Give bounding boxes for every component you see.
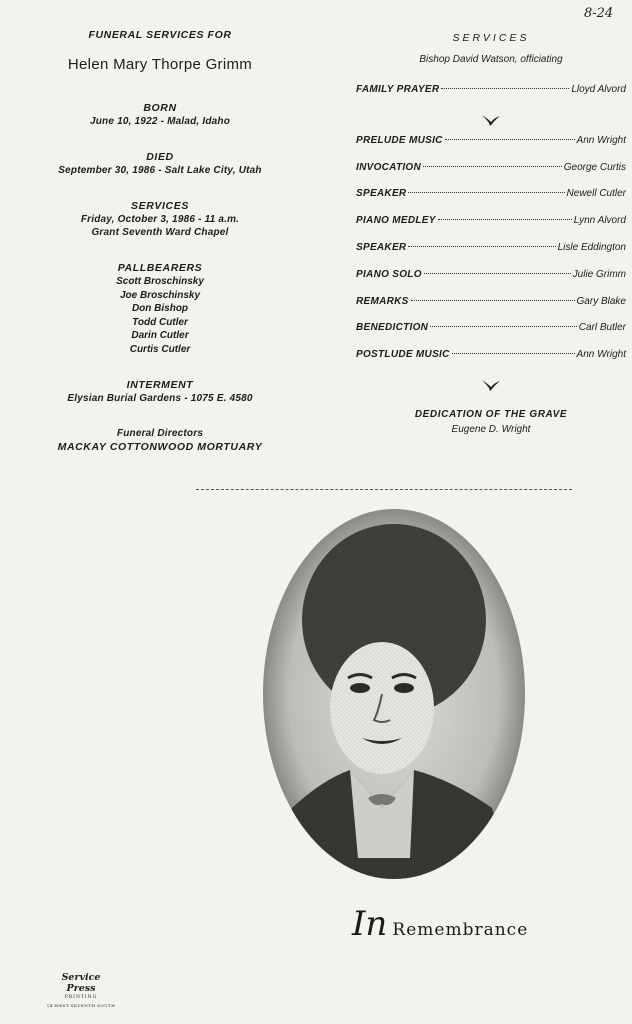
in-remembrance-script [352,904,528,944]
pallbearer: Don Bishop [131,303,189,314]
officiant: Bishop David Watson, officiating [419,54,563,65]
program-role: PIANO MEDLEY [356,215,436,227]
order-of-service-title: SERVICES [452,32,530,44]
dedication-block [356,409,626,435]
program-person: George Curtis [563,161,626,173]
pallbearer: Curtis Cutler [129,343,191,355]
services-location: Grant Seventh Ward Chapel [91,227,229,238]
pallbearer: Todd Cutler [132,316,188,328]
deceased-name: Helen Mary Thorpe Grimm [67,56,253,73]
program-role: FAMILY PRAYER [356,84,440,95]
swallow-ornament-icon [356,110,626,134]
pallbearer: Joe Broschinsky [119,289,201,301]
directors-block [20,427,300,454]
program-person: Carl Butler [578,322,626,334]
portrait-image [262,508,526,880]
obituary-column [20,28,300,454]
program-item [356,214,626,241]
interment-label: INTERMENT [126,379,194,391]
program-item [356,295,626,322]
died-label: DIED [146,151,174,163]
remembrance-word: Remembrance [392,920,529,940]
born-text: June 10, 1922 - Malad, Idaho [89,116,231,127]
dedication-title: DEDICATION OF THE GRAVE [414,408,568,420]
printer-name: Service Press [61,972,101,994]
program-role: PIANO SOLO [356,268,422,280]
program-role: PRELUDE MUSIC [356,134,443,146]
printer-logo [46,972,116,1008]
program-person: Lynn Alvord [573,215,626,227]
program-item [356,348,626,375]
leader-dots [441,88,569,89]
program-person: Lisle Eddington [557,241,626,253]
order-of-service [356,32,626,435]
died-text: September 30, 1986 - Salt Lake City, Utah [58,165,262,176]
program-person: Lloyd Alvord [571,84,626,95]
directors-label: Funeral Directors [116,428,204,439]
leader-dots [408,246,555,247]
leader-dots [452,353,575,354]
fold-line [196,489,572,490]
born-label: BORN [143,102,177,114]
services-block [20,199,300,239]
directors-name: MACKAY COTTONWOOD MORTUARY [57,441,263,453]
program-role: POSTLUDE MUSIC [356,349,450,361]
pallbearers-block [20,261,300,356]
interment-block [20,378,300,405]
leader-dots [438,219,572,220]
leader-dots [423,166,562,167]
program-person: Julie Grimm [572,268,626,280]
interment-text: Elysian Burial Gardens - 1075 E. 4580 [67,393,253,404]
program-item [356,187,626,214]
program-person: Newell Cutler [566,188,626,200]
swallow-ornament-icon [356,375,626,399]
printer-address: 14 WEST SEVENTH SOUTH [46,1003,116,1008]
program-person: Ann Wright [576,349,626,361]
program-item [356,161,626,188]
pallbearers-label: PALLBEARERS [117,262,203,274]
program-item [356,321,626,348]
program-role: SPEAKER [356,241,407,253]
born-block [20,101,300,128]
program-person: Ann Wright [576,134,626,146]
services-label: SERVICES [131,200,189,212]
corner-handwritten-note: 8-24 [584,6,614,21]
pallbearers-list [20,275,300,356]
program-list [356,83,626,399]
program-role: INVOCATION [356,161,422,173]
leader-dots [411,300,575,301]
program-role: SPEAKER [356,188,407,200]
pallbearer: Scott Broschinsky [116,276,204,287]
leader-dots [430,326,577,327]
printer-sub: PRINTING [64,995,98,1000]
program-item [356,268,626,295]
services-date: Friday, October 3, 1986 - 11 a.m. [80,214,240,225]
died-block [20,150,300,177]
leader-dots [445,139,575,140]
program-role: BENEDICTION [356,322,429,334]
program-person: Gary Blake [576,295,626,307]
remembrance-in: In [352,904,388,944]
services-heading: FUNERAL SERVICES FOR [88,29,232,41]
program-item [356,241,626,268]
pallbearer: Darin Cutler [131,330,189,341]
program-item [356,134,626,161]
leader-dots [424,273,571,274]
program-item [356,83,626,110]
leader-dots [408,192,564,193]
program-role: REMARKS [356,295,409,307]
dedication-name: Eugene D. Wright [451,423,531,435]
